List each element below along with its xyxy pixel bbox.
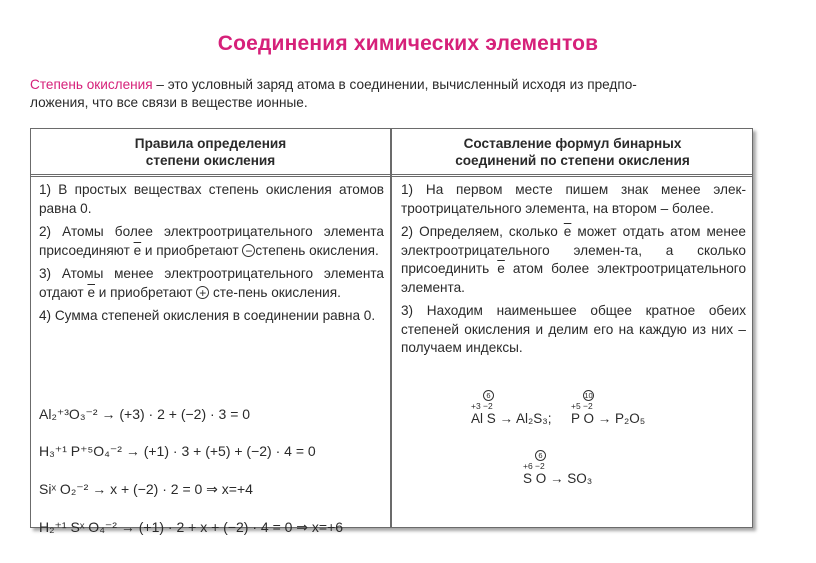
scheme-al2s3: 6 +3 −2 Al S → Al₂S₃; (471, 391, 552, 426)
right-rule-2: 2) Определяем, сколько е может отдать атом менее электроотрицательного элемен-та, а сколько присоединить е атом более электроотрицательного элемента. (401, 224, 747, 295)
arrow-icon: → (499, 411, 514, 426)
plus-circle-icon: + (196, 286, 209, 299)
left-rule-4: 4) Сумма степеней окисления в соединении равна 0. (39, 308, 376, 323)
right-rule-3: 3) Находим наименьшее общее кратное обеих степеней окисления и делим его на каждую из них – получаем индексы. (401, 303, 746, 355)
arrow-icon: → (597, 411, 612, 426)
formula-sio2: Siˣ O₂⁻² → x + (−2) · 2 = 0 ⇒ x=+4 (39, 481, 253, 497)
lcm-badge: 10 (584, 391, 593, 400)
charges: +6 −2 (523, 461, 545, 471)
intro-line1: – это условный заряд атома в соединении, вычисленный исходя из предпо- (152, 77, 637, 92)
right-rules (401, 181, 746, 363)
scheme-p2o5: 10 +5 −2 P O → P₂O₅ (571, 391, 646, 426)
intro-definition (30, 76, 765, 112)
lcm-badge: 6 (483, 390, 494, 401)
column-divider (390, 129, 392, 527)
intro-line2: ложения, что все связи в веществе ионные. (30, 95, 308, 110)
scheme-so3: 6 +6 −2 S O → SO₃ (523, 451, 593, 486)
left-rule-3: 3) Атомы менее электроотрицательного элемента отдают е и приобретают + сте-пень окисления. (39, 266, 384, 300)
charges: +5 −2 (571, 401, 593, 411)
intro-term: Степень окисления (30, 77, 153, 92)
electron-symbol: е (133, 242, 142, 258)
right-rule-1: 1) На первом месте пишем знак менее элек-троотрицательного элемента, на втором – более. (401, 182, 746, 216)
formula-al2o3: Al₂⁺³O₃⁻² → (+3) · 2 + (−2) · 3 = 0 (39, 406, 251, 422)
left-column-header: Правила определения степени окисления (134, 136, 287, 168)
electron-symbol: е (497, 261, 505, 276)
page-title: Соединения химических элементов (217, 32, 599, 55)
rules-table (30, 128, 753, 535)
left-rules (39, 181, 384, 331)
left-rule-2: 2) Атомы более электроотрицательного элемента присоединяют е и приобретают − степень окисления. (39, 224, 384, 258)
charges: +3 −2 (471, 401, 493, 411)
right-column-header: Составление формул бинарных соединений по степени окисления (455, 136, 690, 168)
minus-circle-icon: − (242, 244, 255, 257)
formula-h3po4: H₃⁺¹ P⁺⁵O₄⁻² → (+1) · 3 + (+5) + (−2) · 4 = 0 (39, 443, 316, 459)
arrow-icon: → (550, 471, 564, 486)
electron-symbol: е (563, 224, 572, 239)
left-column (31, 129, 390, 535)
formula-h2so4: H₂⁺¹ Sˣ O₄⁻² → (+1) · 2 + x + (−2) · 4 = 0 ⇒ x=+6 (39, 519, 344, 535)
left-rule-1: 1) В простых веществах степень окисления атомов равна 0. (39, 182, 384, 216)
lcm-badge: 6 (535, 450, 546, 461)
right-column (393, 129, 752, 527)
electron-symbol: е (87, 284, 95, 300)
